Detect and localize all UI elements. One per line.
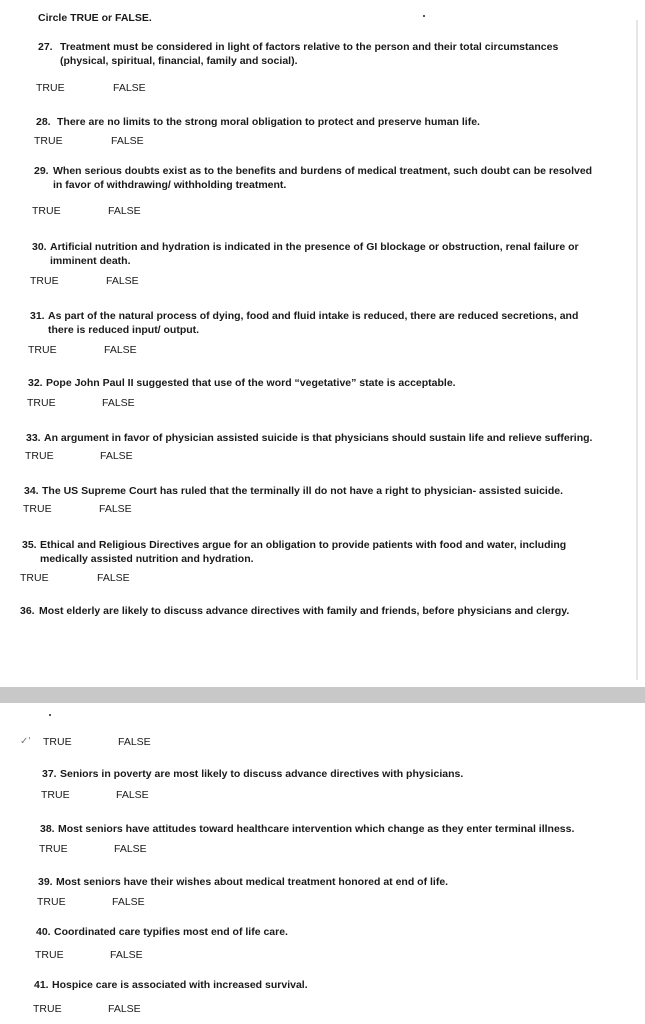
- question-38: [40, 822, 610, 836]
- question-39: [38, 875, 608, 889]
- question-number: 28.: [36, 116, 51, 128]
- true-option[interactable]: TRUE: [27, 397, 56, 409]
- question-35: [22, 538, 582, 566]
- question-text: Most seniors have attitudes toward healthcare intervention which change as they enter terminal illness.: [58, 823, 575, 835]
- question-text: An argument in favor of physician assisted suicide is that physicians should sustain life and relieve suffering.: [44, 432, 593, 444]
- question-text: Hospice care is associated with increased survival.: [52, 979, 308, 991]
- question-33: [26, 431, 596, 445]
- question-36: [20, 604, 590, 618]
- true-option[interactable]: TRUE: [28, 344, 57, 356]
- check-mark-icon: ✓': [20, 736, 31, 747]
- question-number: 37.: [42, 768, 57, 780]
- true-option[interactable]: TRUE: [34, 135, 63, 147]
- false-option[interactable]: FALSE: [112, 896, 145, 908]
- false-option[interactable]: FALSE: [108, 1003, 141, 1015]
- question-number: 33.: [26, 432, 41, 444]
- question-number: 31.: [30, 310, 45, 322]
- question-number: 30.: [32, 241, 47, 253]
- false-option[interactable]: FALSE: [100, 450, 133, 462]
- scan-speck: [423, 15, 425, 17]
- question-text: There are no limits to the strong moral obligation to protect and preserve human life.: [57, 116, 480, 128]
- question-30: [32, 240, 592, 268]
- question-31: [30, 309, 585, 337]
- false-option[interactable]: FALSE: [99, 503, 132, 515]
- true-option[interactable]: TRUE: [20, 572, 49, 584]
- true-option[interactable]: TRUE: [30, 275, 59, 287]
- question-number: 35.: [22, 539, 37, 551]
- true-option[interactable]: TRUE: [36, 82, 65, 94]
- false-option[interactable]: FALSE: [102, 397, 135, 409]
- false-option[interactable]: FALSE: [104, 344, 137, 356]
- question-number: 39.: [38, 876, 53, 888]
- question-text: Seniors in poverty are most likely to discuss advance directives with physicians.: [60, 768, 464, 780]
- question-29: [34, 164, 594, 192]
- false-option[interactable]: FALSE: [111, 135, 144, 147]
- true-option[interactable]: TRUE: [33, 1003, 62, 1015]
- false-option[interactable]: FALSE: [118, 736, 151, 748]
- question-text: Ethical and Religious Directives argue for an obligation to provide patients with food and water, including medically assisted nutrition and hydration.: [40, 539, 567, 565]
- question-number: 41.: [34, 979, 49, 991]
- true-option[interactable]: TRUE: [39, 843, 68, 855]
- question-number: 38.: [40, 823, 55, 835]
- false-option[interactable]: FALSE: [106, 275, 139, 287]
- question-number: 40.: [36, 926, 51, 938]
- question-41: [34, 978, 604, 992]
- question-text: Most seniors have their wishes about medical treatment honored at end of life.: [56, 876, 449, 888]
- false-option[interactable]: FALSE: [97, 572, 130, 584]
- question-32: [28, 376, 598, 390]
- question-number: 32.: [28, 377, 43, 389]
- question-number: 27.: [38, 41, 53, 53]
- question-text: Artificial nutrition and hydration is indicated in the presence of GI blockage or obstruction, renal failure or imminent death.: [50, 241, 579, 267]
- question-28: [36, 115, 606, 129]
- question-37: [42, 767, 612, 781]
- question-number: 36.: [20, 605, 35, 617]
- question-text: Coordinated care typifies most end of life care.: [54, 926, 288, 938]
- question-40: [36, 925, 606, 939]
- true-option[interactable]: TRUE: [43, 736, 72, 748]
- question-27: [38, 40, 586, 68]
- page-divider: [0, 687, 645, 703]
- true-option[interactable]: TRUE: [23, 503, 52, 515]
- false-option[interactable]: FALSE: [110, 949, 143, 961]
- question-number: 34.: [24, 485, 39, 497]
- question-34: [24, 484, 594, 498]
- question-text: Most elderly are likely to discuss advance directives with family and friends, before physicians and clergy.: [39, 605, 570, 617]
- question-number: 29.: [34, 165, 49, 177]
- true-option[interactable]: TRUE: [32, 205, 61, 217]
- question-text: The US Supreme Court has ruled that the terminally ill do not have a right to physician- assisted suicide.: [42, 485, 564, 497]
- scan-edge: [636, 20, 638, 680]
- question-text: Pope John Paul II suggested that use of the word “vegetative” state is acceptable.: [46, 377, 456, 389]
- true-option[interactable]: TRUE: [41, 789, 70, 801]
- false-option[interactable]: FALSE: [116, 789, 149, 801]
- true-option[interactable]: TRUE: [35, 949, 64, 961]
- false-option[interactable]: FALSE: [108, 205, 141, 217]
- question-text: When serious doubts exist as to the benefits and burdens of medical treatment, such doubt can be resolved in favor of withdrawing/ withholding treatment.: [53, 165, 593, 191]
- question-text: Treatment must be considered in light of factors relative to the person and their total circumstances (physical, spiritual, financial, family and social).: [60, 41, 559, 67]
- true-option[interactable]: TRUE: [25, 450, 54, 462]
- instructions: Circle TRUE or FALSE.: [38, 12, 152, 24]
- worksheet-page-2: [0, 703, 645, 1024]
- true-option[interactable]: TRUE: [37, 896, 66, 908]
- false-option[interactable]: FALSE: [114, 843, 147, 855]
- false-option[interactable]: FALSE: [113, 82, 146, 94]
- scan-speck: [49, 714, 51, 716]
- question-text: As part of the natural process of dying, food and fluid intake is reduced, there are reduced secretions, and there is reduced input/ output.: [48, 310, 579, 336]
